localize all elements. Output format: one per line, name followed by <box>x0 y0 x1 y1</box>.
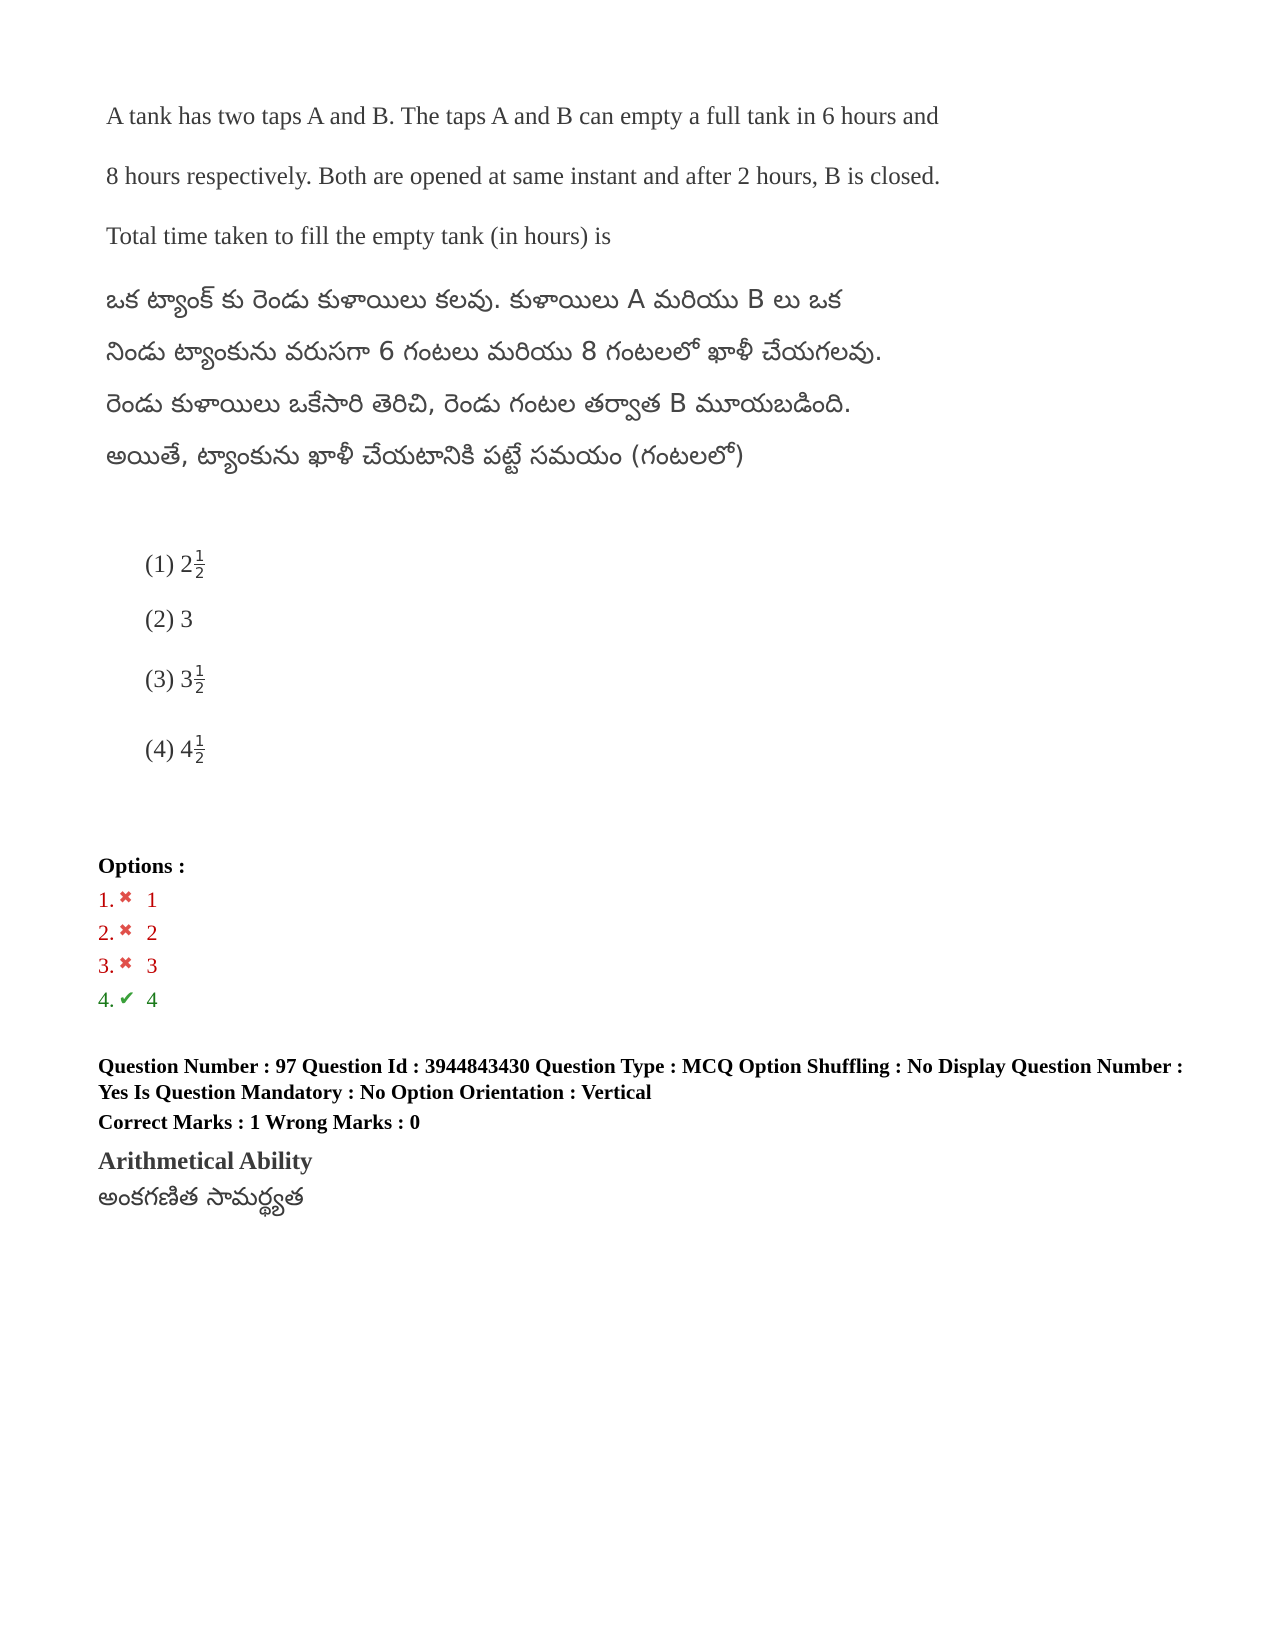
fraction-numerator: 1 <box>194 662 205 680</box>
choice-label: (1) <box>145 550 175 578</box>
cross-icon: ✖ <box>118 921 133 941</box>
option-row <box>98 986 158 1013</box>
choice-fraction <box>194 663 206 696</box>
question-english-line: Total time taken to fill the empty tank (in hours) is <box>106 223 612 250</box>
choice-whole: 3 <box>180 665 193 693</box>
question-telugu-line: రెండు కుళాయిలు ఒకేసారి తెరిచి, రెండు గంటల తర్వాత B మూయబడింది. <box>106 389 852 419</box>
check-icon: ✔ <box>118 986 136 1010</box>
answer-choice <box>145 663 205 696</box>
question-telugu-line: ఒక ట్యాంక్ కు రెండు కుళాయిలు కలవు. కుళాయిలు A మరియు B లు ఒక <box>106 285 842 315</box>
option-value: 3 <box>146 953 158 978</box>
fraction-numerator: 1 <box>194 732 205 750</box>
section-title-english: Arithmetical Ability <box>98 1148 313 1175</box>
option-index: 4. <box>98 987 115 1012</box>
cross-icon: ✖ <box>118 954 133 974</box>
marks-info: Correct Marks : 1 Wrong Marks : 0 <box>98 1110 421 1134</box>
option-value: 4 <box>146 987 158 1012</box>
option-row <box>98 920 158 946</box>
question-english-line: A tank has two taps A and B. The taps A and B can empty a full tank in 6 hours and <box>106 103 939 130</box>
choice-fraction <box>194 733 206 766</box>
option-index: 1. <box>98 887 115 912</box>
answer-choice <box>145 733 205 766</box>
choice-label: (2) <box>145 606 175 633</box>
question-image <box>106 95 1006 485</box>
option-row <box>98 887 158 913</box>
answer-choice <box>145 548 205 581</box>
question-telugu-line: అయితే, ట్యాంకును ఖాళీ చేయటానికి పట్టే సమయం (గంటలలో) <box>106 441 745 471</box>
choice-fraction <box>194 548 206 581</box>
option-value: 2 <box>146 920 158 945</box>
option-row <box>98 953 158 979</box>
question-telugu-line: నిండు ట్యాంకును వరుసగా 6 గంటలు మరియు 8 గంటలలో ఖాళీ చేయగలవు. <box>106 337 883 367</box>
option-index: 2. <box>98 920 115 945</box>
fraction-denominator: 2 <box>194 749 205 767</box>
option-value: 1 <box>146 887 158 912</box>
question-english-line: 8 hours respectively. Both are opened at same instant and after 2 hours, B is closed. <box>106 163 941 190</box>
cross-icon: ✖ <box>118 888 133 908</box>
fraction-denominator: 2 <box>194 679 205 697</box>
options-header: Options : <box>98 853 186 878</box>
question-metadata: Question Number : 97 Question Id : 3944843430 Question Type : MCQ Option Shuffling : No Display Question Number : Yes Is Question Mandatory : No Option Orientation : Vertical <box>98 1054 1184 1104</box>
choice-whole: 4 <box>180 735 193 763</box>
fraction-denominator: 2 <box>194 564 205 582</box>
choice-whole: 3 <box>180 606 193 633</box>
choice-whole: 2 <box>180 550 193 578</box>
choice-label: (4) <box>145 735 175 763</box>
choice-label: (3) <box>145 665 175 693</box>
fraction-numerator: 1 <box>194 547 205 565</box>
section-title-telugu: అంకగణిత సామర్థ్యత <box>98 1182 304 1211</box>
answer-choice <box>145 606 193 634</box>
option-index: 3. <box>98 953 115 978</box>
